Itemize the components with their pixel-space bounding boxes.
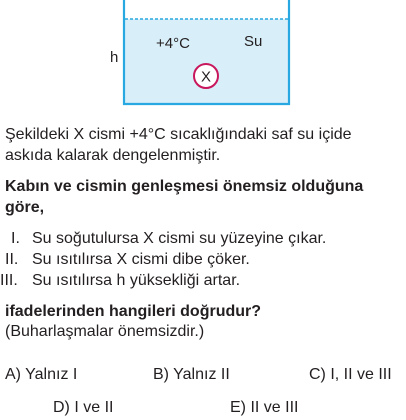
choice-c-label: C) xyxy=(309,366,326,383)
choice-d-label: D) xyxy=(53,399,70,416)
choice-d[interactable] xyxy=(53,398,113,418)
choice-a-label: A) xyxy=(5,366,21,383)
question-stem-line-2: askıda kalarak dengelenmiştir. xyxy=(5,147,221,164)
statement-numeral-1: I. xyxy=(11,230,20,247)
choice-c[interactable] xyxy=(309,365,392,385)
statement-numeral-3: III. xyxy=(0,272,18,289)
choice-b[interactable] xyxy=(153,365,230,385)
choice-c-text: I, II ve III xyxy=(330,366,392,383)
choice-d-text: I ve II xyxy=(74,399,114,416)
question-condition-line-2: göre, xyxy=(5,199,45,216)
choice-a[interactable] xyxy=(5,365,77,385)
choice-e-label: E) xyxy=(230,399,246,416)
choice-a-text: Yalnız I xyxy=(25,366,78,383)
choice-b-text: Yalnız II xyxy=(173,366,230,383)
statement-text-2: Su ısıtılırsa X cismi dibe çöker. xyxy=(32,251,250,268)
question-condition-line-1: Kabın ve cismin genleşmesi önemsiz olduğuna xyxy=(5,178,364,195)
question-stem-line-1: Şekildeki X cismi +4°C sıcaklığındaki saf su içide xyxy=(5,126,352,143)
question-prompt: ifadelerinden hangileri doğrudur? xyxy=(5,303,262,320)
question-note: (Buharlaşmalar önemsizdir.) xyxy=(5,323,205,340)
statement-text-1: Su soğutulursa X cismi su yüzeyine çıkar. xyxy=(32,230,327,247)
container-figure xyxy=(0,0,406,110)
temperature-label: +4°C xyxy=(156,35,190,52)
liquid-label: Su xyxy=(244,33,263,50)
choice-b-label: B) xyxy=(153,366,169,383)
statement-text-3: Su ısıtılırsa h yüksekliği artar. xyxy=(32,272,241,289)
water-fill xyxy=(125,19,288,104)
choice-e[interactable] xyxy=(230,398,298,418)
statement-numeral-2: II. xyxy=(5,251,19,268)
height-label: h xyxy=(110,49,119,66)
choice-e-text: II ve III xyxy=(250,399,299,416)
object-x-label: X xyxy=(200,68,212,86)
